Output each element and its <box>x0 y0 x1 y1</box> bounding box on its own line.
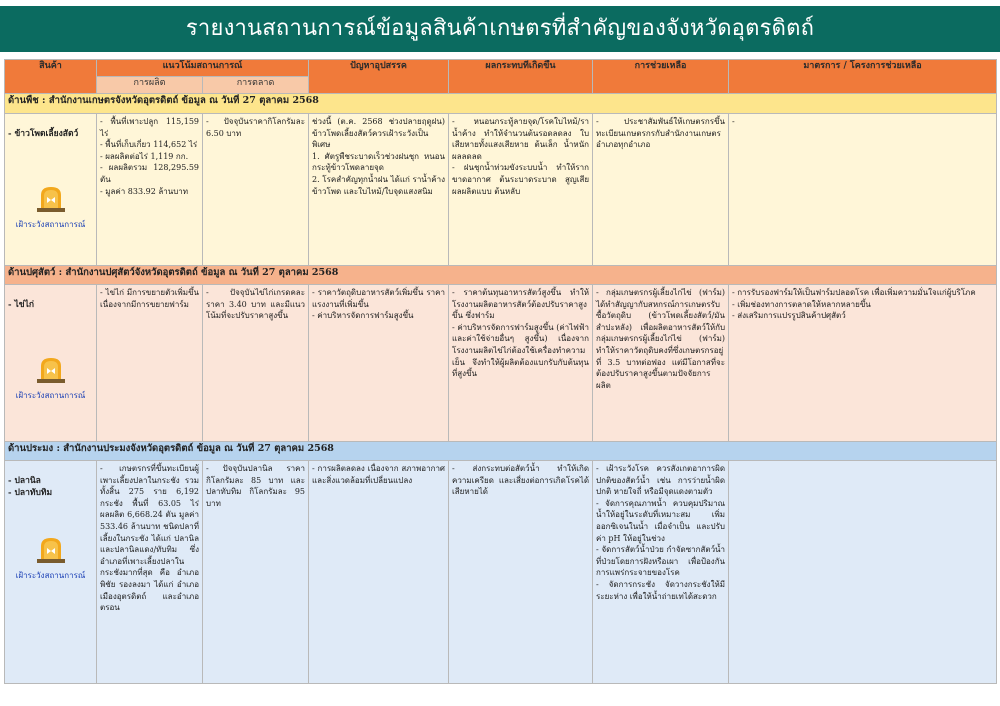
warning-siren-icon <box>34 183 68 213</box>
header-impacts: ผลกระทบที่เกิดขึ้น <box>449 60 593 94</box>
production-cell: - เกษตรกรที่ขึ้นทะเบียนผู้เพาะเลี้ยงปลาในกระชัง รวมทั้งสิ้น 275 ราย 6,192 กระชัง พื้นที่ 63.05 ไร่ ผลผลิต 6,668.24 ตัน มูลค่า 533.46 ล้านบาท ชนิดปลาที่เลี้ยงในกระชัง ได้แก่ ปลานิล และปลานิลแดง/ทับทิม ซึ่งอำเภอที่เพาะเลี้ยงปลาในกระชังมากที่สุด คือ อำเภอพิชัย รองลงมา ได้แก่ อำเภอเมืองอุตรดิตถ์ และอำเภอตรอน <box>97 461 203 684</box>
header-market: การตลาด <box>203 77 309 94</box>
product-name: - ข้าวโพดเลี้ยงสัตว์ <box>8 128 79 139</box>
problems-cell: ช่วงนี้ (ต.ค. 2568 ช่วงปลายฤดูฝน) ข้าวโพดเลี้ยงสัตว์ควรเฝ้าระวังเป็นพิเศษ 1. ศัตรูพืชระบาดเร็วช่วงฝนชุก หนอนกระทู้ข้าวโพดลายจุด 2. โรคสำคัญทุกน้ำฝน ได้แก่ ราน้ำค้างข้าวโพด และใบไหม้/ใบจุดแสงสนิม <box>309 114 449 266</box>
table-row <box>5 285 997 442</box>
problems-cell: - ราคาวัตถุดิบอาหารสัตว์เพิ่มขึ้น ราคาแรงงานที่เพิ่มขึ้น - ค่าบริหารจัดการฟาร์มสูงขึ้น <box>309 285 449 442</box>
table-row <box>5 461 997 684</box>
alert-label: เฝ้าระวังสถานการณ์ <box>15 390 86 400</box>
product-name: - ปลานิล - ปลาทับทิม <box>8 475 53 498</box>
section-heading: ด้านประมง : สำนักงานประมงจังหวัดอุตรดิตถ์ ข้อมูล ณ วันที่ 27 ตุลาคม 2568 <box>5 442 997 461</box>
header-measures: มาตรการ / โครงการช่วยเหลือ <box>729 60 997 94</box>
market-cell: - ปัจจุบันราคากิโลกรัมละ 6.50 บาท <box>203 114 309 266</box>
market-cell: - ปัจจุบันไข่ไก่เกรดคละ ราคา 3.40 บาท และมีแนวโน้มที่จะปรับราคาสูงขึ้น <box>203 285 309 442</box>
production-cell: - ไข่ไก่ มีการขยายตัวเพิ่มขึ้น เนื่องจากมีการขยายฟาร์ม <box>97 285 203 442</box>
header-problems: ปัญหาอุปสรรค <box>309 60 449 94</box>
page-title: รายงานสถานการณ์ข้อมูลสินค้าเกษตรที่สำคัญของจังหวัดอุตรดิตถ์ <box>0 6 1000 52</box>
problems-cell: - การผลิตลดลง เนื่องจาก สภาพอากาศและสิ่งแวดล้อมที่เปลี่ยนแปลง <box>309 461 449 684</box>
assistance-cell: - เฝ้าระวังโรค ควรสังเกตอาการผิดปกติของสัตว์น้ำ เช่น การว่ายน้ำผิดปกติ หายใจถี่ หรือมีจุดแดงตามตัว - จัดการคุณภาพน้ำ ควบคุมปริมาณน้ำให้อยู่ในระดับที่เหมาะสม เพิ่มออกซิเจนในน้ำ เมื่อจำเป็น และปรับค่า pH ให้อยู่ในช่วง - จัดการสัตว์น้ำป่วย กำจัดซากสัตว์น้ำที่ป่วยโดยการฝังหรือเผา เพื่อป้องกันการแพร่กระจายของโรค - จัดการกระชัง จัดวางกระชังให้มีระยะห่าง เพื่อให้น้ำถ่ายเทได้สะดวก <box>593 461 729 684</box>
assistance-cell: - กลุ่มเกษตรกรผู้เลี้ยงไก่ไข่ (ฟาร์ม) ได้ทำสัญญากับสหกรณ์การเกษตรรับซื้อวัตถุดิบ (ข้าวโพดเลี้ยงสัตว์/มันสำปะหลัง) เพื่อผลิตอาหารสัตว์ให้กับกลุ่มเกษตรกรผู้เลี้ยงไก่ไข่ (ฟาร์ม) ทำให้ราคาวัตถุดิบคงที่ซึ่งเกษตรกรอยู่ที่ 3.5 บาทต่อฟอง แต่มีโอกาสที่จะต้องปรับราคาสูงขึ้นตามปัจจัยการผลิต <box>593 285 729 442</box>
section-plant <box>5 94 997 114</box>
warning-siren-icon <box>34 354 68 384</box>
section-fisheries <box>5 442 997 461</box>
header-product: สินค้า <box>5 60 97 94</box>
impacts-cell: - หนอนกระทู้ลายจุด/โรคใบไหม้/ราน้ำค้าง ทำให้จำนวนต้นรอดลดลง ใบเสียหายทั้งแสงเสียหาย ต้นเล็ก น้ำหนักผลลดลด - ฝนชุกน้ำท่วมขังระบบน้ำ ทำให้รากขาดอากาศ ต้นระบาดระบาด สูญเสียผลผลิตแบบ ต้นหลับ <box>449 114 593 266</box>
section-livestock <box>5 266 997 285</box>
alert-label: เฝ้าระวังสถานการณ์ <box>15 571 86 580</box>
product-name: - ไข่ไก่ <box>8 299 34 310</box>
market-cell: - ปัจจุบันปลานิล ราคากิโลกรัมละ 85 บาท และปลาทับทิม กิโลกรัมละ 95 บาท <box>203 461 309 684</box>
section-heading: ด้านปศุสัตว์ : สำนักงานปศุสัตว์จังหวัดอุตรดิตถ์ ข้อมูล ณ วันที่ 27 ตุลาคม 2568 <box>5 266 997 285</box>
measures-cell: - <box>729 114 997 266</box>
alert-label: เฝ้าระวังสถานการณ์ <box>15 219 86 229</box>
table-row <box>5 114 997 266</box>
warning-siren-icon <box>34 534 68 564</box>
header-trend: แนวโน้มสถานการณ์ <box>97 60 309 77</box>
header-production: การผลิต <box>97 77 203 94</box>
impacts-cell: - ราคาต้นทุนอาหารสัตว์สูงขึ้น ทำให้โรงงานผลิตอาหารสัตว์ต้องปรับราคาสูงขึ้น ซึ่งฟาร์ม - ค่าบริหารจัดการฟาร์มสูงขึ้น (ค่าไฟฟ้าและค่าใช้จ่ายอื่นๆ สูงขึ้น) เนื่องจากโรงงานผลิตไข่ไก่ต้องใช้เครื่องทำความเย็น จึงทำให้ผู้ผลิตต้องแบกรับกับต้นทุนที่สูงขึ้น <box>449 285 593 442</box>
section-heading: ด้านพืช : สำนักงานเกษตรจังหวัดอุตรดิตถ์ ข้อมูล ณ วันที่ 27 ตุลาคม 2568 <box>5 94 997 114</box>
header-assistance: การช่วยเหลือ <box>593 60 729 94</box>
report-table <box>4 59 997 684</box>
measures-cell <box>729 461 997 684</box>
production-cell: - พื้นที่เพาะปลูก 115,159 ไร่ - พื้นที่เก็บเกี่ยว 114,652 ไร่ - ผลผลิตต่อไร่ 1,119 กก. - ผลผลิตรวม 128,295.59 ตัน - มูลค่า 833.92 ล้านบาท <box>97 114 203 266</box>
assistance-cell: - ประชาสัมพันธ์ให้เกษตรกรขึ้นทะเบียนเกษตรกรกับสำนักงานเกษตรอำเภอทุกอำเภอ <box>593 114 729 266</box>
impacts-cell: - ส่งกระทบต่อสัตว์น้ำ ทำให้เกิดความเครียด และเสี่ยงต่อการเกิดโรคได้ เสียหายได้ <box>449 461 593 684</box>
measures-cell: - การรับรองฟาร์มให้เป็นฟาร์มปลอดโรค เพื่อเพิ่มความมั่นใจแก่ผู้บริโภค - เพิ่มช่องทางการตลาดให้หลากหลายขึ้น - ส่งเสริมการแปรรูปสินค้าปศุสัตว์ <box>729 285 997 442</box>
